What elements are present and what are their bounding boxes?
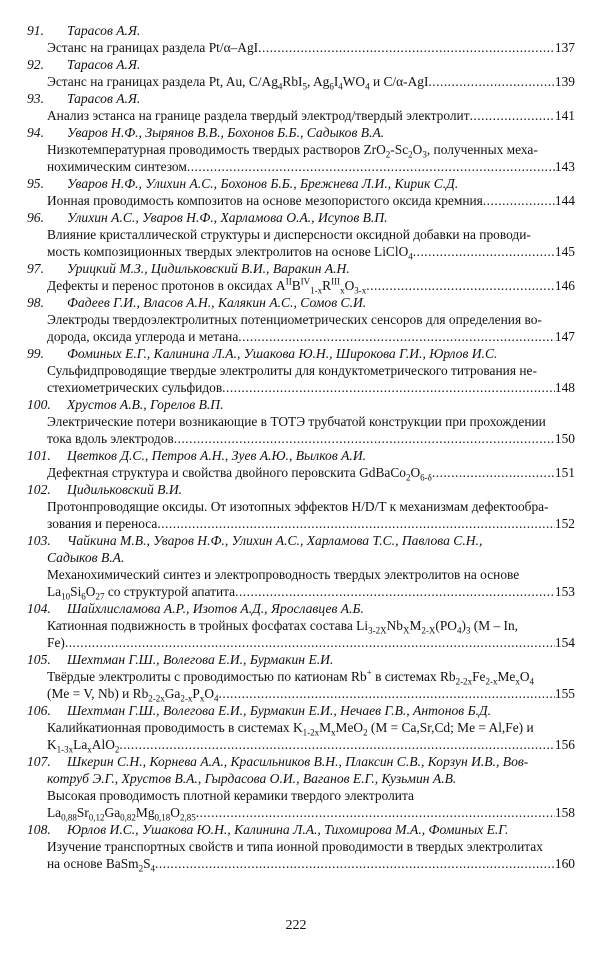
entry-header <box>27 294 575 311</box>
entry-title-text: (Me = V, Nb) и $Rb_{2-2x}Ga_{2-x}P_xO_4$ <box>47 686 219 704</box>
entry-number: 95. <box>27 176 44 191</box>
entry-title-last-line <box>27 158 575 175</box>
entry-authors: Шкерин С.Н., Корнева А.А., Красильников В.Н., Плаксин С.В., Корзун И.В., Вов- <box>67 754 529 769</box>
entry-title-line: Твёрдые электролиты с проводимостью по катионам Rb+ в системах $Rb_{2-2x}Fe_{2-x}Me_xO_4$ <box>47 668 535 685</box>
entry-authors: Уваров Н.Ф., Улихин А.С., Бохонов Б.Б., Брежнева Л.И., Кирик С.Д. <box>67 176 459 191</box>
toc-entry <box>27 651 575 702</box>
toc-entry <box>27 396 575 447</box>
entry-title-last-line <box>27 583 575 600</box>
page-number: 222 <box>285 918 307 933</box>
entry-page-number: 144 <box>554 193 575 208</box>
entry-title-last-line <box>27 328 575 345</box>
entry-authors: Уваров Н.Ф., Зырянов В.В., Бохонов Б.Б., Садыков В.А. <box>67 125 385 140</box>
entry-title-line: Влияние кристаллической структуры и дисперсности оксидной добавки на проводи- <box>47 227 531 242</box>
entry-title-line: Высокая проводимость плотной керамики твердого электролита <box>47 788 414 803</box>
dot-leader <box>366 277 555 294</box>
entry-title-last-line <box>27 736 575 753</box>
entry-number: 97. <box>27 261 44 276</box>
entry-authors: Шехтман Г.Ш., Волегова Е.И., Бурмакин Е.И. <box>67 652 334 667</box>
entry-title-text: на основе $BaSm_2S_4$ <box>47 856 156 874</box>
entry-header <box>27 651 575 668</box>
entry-page-number: 151 <box>554 465 575 480</box>
entry-authors: Тарасов А.Я. <box>67 57 141 72</box>
entry-page-number: 146 <box>554 278 575 293</box>
entry-header <box>27 260 575 277</box>
entry-title-last-line <box>27 243 575 260</box>
dot-leader <box>65 634 555 651</box>
dot-leader <box>222 379 555 396</box>
entry-title-text: Эстанс на границах раздела Pt, Au, $C/Ag_4RbI_5$, $Ag_6I_4WO_4$ и C/α-AgI <box>47 74 429 92</box>
toc-entry <box>27 447 575 481</box>
entry-header <box>27 209 575 226</box>
entry-page-number: 143 <box>554 159 575 174</box>
toc-entry <box>27 481 575 532</box>
entry-header <box>27 90 575 107</box>
entry-title-text: $K_{1-3x}La_xAlO_2$ <box>47 737 120 755</box>
entry-authors: Цидильковский В.И. <box>67 482 183 497</box>
entry-authors: Шехтман Г.Ш., Волегова Е.И., Бурмакин Е.И., Нечаев Г.В., Антонов Б.Д. <box>67 703 492 718</box>
dot-leader <box>483 192 555 209</box>
dot-leader <box>258 39 555 56</box>
entry-number: 102. <box>27 482 51 497</box>
entry-title-last-line <box>27 804 575 821</box>
entry-title-text: Анализ эстанса на границе раздела твердый электрод/твердый электролит <box>47 108 470 123</box>
entry-authors-continued: Садыков В.А. <box>47 550 125 565</box>
entry-title-text: Fe) <box>47 635 65 650</box>
dot-leader <box>428 73 554 90</box>
entry-authors: Тарасов А.Я. <box>67 23 141 38</box>
entry-page-number: 155 <box>554 686 575 701</box>
entry-title-text: мость композиционных твердых электролитов на основе LiClO$_4$ <box>47 244 413 262</box>
entry-title-last-line <box>27 685 575 702</box>
dot-leader <box>432 464 555 481</box>
entry-title-last-line <box>27 515 575 532</box>
entry-authors: Фадеев Г.И., Власов А.Н., Калякин А.С., Сомов С.И. <box>67 295 367 310</box>
entry-header <box>27 22 575 39</box>
entry-header <box>27 345 575 362</box>
dot-leader <box>157 515 555 532</box>
entry-page-number: 153 <box>554 584 575 599</box>
entry-authors: Шайхлисламова А.Р., Изотов А.Д., Ярославцев А.Б. <box>67 601 364 616</box>
entry-header <box>27 56 575 73</box>
entry-header <box>27 396 575 413</box>
dot-leader <box>119 736 555 753</box>
entry-page-number: 152 <box>554 516 575 531</box>
entry-number: 98. <box>27 295 44 310</box>
entry-title-text: Дефекты и перенос протонов в оксидах $A^{II}B^{IV}_{1-x}R^{III}_xO_{3-x}$ <box>47 276 367 296</box>
entry-title-last-line <box>27 379 575 396</box>
table-of-contents <box>27 22 575 872</box>
dot-leader <box>238 328 555 345</box>
entry-title-last-line <box>27 192 575 209</box>
entry-title-text: тока вдоль электродов <box>47 431 174 446</box>
entry-title-line: Катионная подвижность в тройных фосфатах состава $Li_{3-2X}Nb_XM_{2-X}(PO_4)_3$ (M – In, <box>47 618 519 634</box>
entry-title-text: нохимическим синтезом <box>47 159 187 174</box>
entry-title-line: Низкотемпературная проводимость твердых растворов $ZrO_2-Sc_2O_3$, полученных меха- <box>47 142 538 158</box>
entry-authors: Хрустов А.В., Горелов В.П. <box>67 397 224 412</box>
dot-leader <box>187 158 555 175</box>
entry-title-line: Электрические потери возникающие в ТОТЭ трубчатой конструкции при прохождении <box>47 414 546 429</box>
entry-title-line: Калийкатионная проводимость в системах $K_{1-2x}M_xMeO_2$ (M = Ca,Sr,Cd; Me = Al,Fe) и <box>47 720 534 736</box>
entry-number: 91. <box>27 23 44 38</box>
toc-entry <box>27 702 575 753</box>
dot-leader <box>235 583 555 600</box>
entry-title-text: стехиометрических сульфидов <box>47 380 223 395</box>
entry-authors: Тарасов А.Я. <box>67 91 141 106</box>
entry-header <box>27 702 575 719</box>
toc-entry <box>27 175 575 209</box>
entry-title-last-line <box>27 855 575 872</box>
entry-header <box>27 821 575 838</box>
toc-entry <box>27 753 575 821</box>
toc-entry <box>27 124 575 175</box>
toc-entry <box>27 56 575 90</box>
entry-number: 100. <box>27 397 51 412</box>
dot-leader <box>470 107 555 124</box>
entry-page-number: 156 <box>554 737 575 752</box>
entry-authors: Чайкина М.В., Уваров Н.Ф., Улихин А.С., Харламова Т.С., Павлова С.Н., <box>67 533 483 548</box>
entry-title-text: Ионная проводимость композитов на основе мезопористого оксида кремния <box>47 193 483 208</box>
entry-header <box>27 532 575 549</box>
toc-entry <box>27 821 575 872</box>
entry-number: 101. <box>27 448 51 463</box>
toc-entry <box>27 532 575 600</box>
entry-authors-continued: котруб Э.Г., Хрустов В.А., Гырдасова О.И., Ваганов Е.Г., Кузьмин А.В. <box>47 771 457 786</box>
toc-entry <box>27 345 575 396</box>
entry-page-number: 145 <box>554 244 575 259</box>
entry-page-number: 150 <box>554 431 575 446</box>
entry-title-last-line <box>27 277 575 294</box>
entry-authors: Юрлов И.С., Ушакова Ю.Н., Калинина Л.А., Тихомирова М.А., Фоминых Е.Г. <box>67 822 509 837</box>
dot-leader <box>155 855 555 872</box>
toc-entry <box>27 600 575 651</box>
dot-leader <box>413 243 555 260</box>
entry-title-text: $La_{10}Si_6O_{27}$ со структурой апатита <box>47 584 236 602</box>
toc-entry <box>27 90 575 124</box>
entry-page-number: 160 <box>554 856 575 871</box>
entry-title-text: Дефектная структура и свойства двойного перовскита $GdBaCo_2O_{6-\delta}$ <box>47 465 432 483</box>
entry-authors: Фоминых Е.Г., Калинина Л.А., Ушакова Ю.Н., Широкова Г.И., Юрлов И.С. <box>67 346 498 361</box>
dot-leader <box>219 685 555 702</box>
entry-title-line: Изучение транспортных свойств и типа ионной проводимости в твердых электролитах <box>47 839 543 854</box>
entry-number: 94. <box>27 125 44 140</box>
entry-title-line: Сульфидпроводящие твердые электролиты для кондуктометрического титрования не- <box>47 363 537 378</box>
entry-authors: Улихин А.С., Уваров Н.Ф., Харламова О.А., Исупов В.П. <box>67 210 388 225</box>
entry-page-number: 154 <box>554 635 575 650</box>
entry-number: 92. <box>27 57 44 72</box>
entry-title-text: зования и переноса <box>47 516 158 531</box>
entry-number: 108. <box>27 822 51 837</box>
entry-page-number: 141 <box>554 108 575 123</box>
entry-header <box>27 481 575 498</box>
entry-page-number: 158 <box>554 805 575 820</box>
entry-header <box>27 124 575 141</box>
entry-page-number: 147 <box>554 329 575 344</box>
entry-title-last-line <box>27 107 575 124</box>
dot-leader <box>196 804 555 821</box>
toc-entry <box>27 260 575 294</box>
entry-page-number: 137 <box>554 40 575 55</box>
entry-title-line: Механохимический синтез и электропроводность твердых электролитов на основе <box>47 567 520 582</box>
entry-page-number: 148 <box>554 380 575 395</box>
entry-number: 93. <box>27 91 44 106</box>
entry-title-last-line <box>27 634 575 651</box>
entry-title-last-line <box>27 430 575 447</box>
entry-title-last-line <box>27 73 575 90</box>
entry-number: 96. <box>27 210 44 225</box>
entry-title-last-line <box>27 39 575 56</box>
entry-number: 104. <box>27 601 51 616</box>
entry-number: 107. <box>27 754 51 769</box>
entry-title-last-line <box>27 464 575 481</box>
entry-number: 99. <box>27 346 44 361</box>
toc-entry <box>27 294 575 345</box>
dot-leader <box>174 430 555 447</box>
entry-title-line: Электроды твердоэлектролитных потенциометрических сенсоров для определения во- <box>47 312 542 327</box>
entry-header <box>27 600 575 617</box>
entry-number: 106. <box>27 703 51 718</box>
entry-title-line: Протонпроводящие оксиды. От изотопных эффектов H/D/T к механизмам дефектообра- <box>47 499 549 514</box>
entry-page-number: 139 <box>554 74 575 89</box>
toc-entry <box>27 209 575 260</box>
entry-number: 103. <box>27 533 51 548</box>
entry-title-text: Эстанс на границах раздела Pt/α–AgI <box>47 40 259 55</box>
entry-authors: Цветков Д.С., Петров А.Н., Зуев А.Ю., Вылков А.И. <box>67 448 367 463</box>
entry-title-text: $La_{0,88}Sr_{0,12}Ga_{0,82}Mg_{0,18}O_{2,85}$ <box>47 805 196 823</box>
entry-title-text: дорода, оксида углерода и метана <box>47 329 239 344</box>
entry-number: 105. <box>27 652 51 667</box>
entry-header <box>27 753 575 770</box>
entry-header <box>27 447 575 464</box>
toc-entry <box>27 22 575 56</box>
entry-authors: Урицкий М.З., Цидильковский В.И., Варакин А.Н. <box>67 261 350 276</box>
entry-header <box>27 175 575 192</box>
